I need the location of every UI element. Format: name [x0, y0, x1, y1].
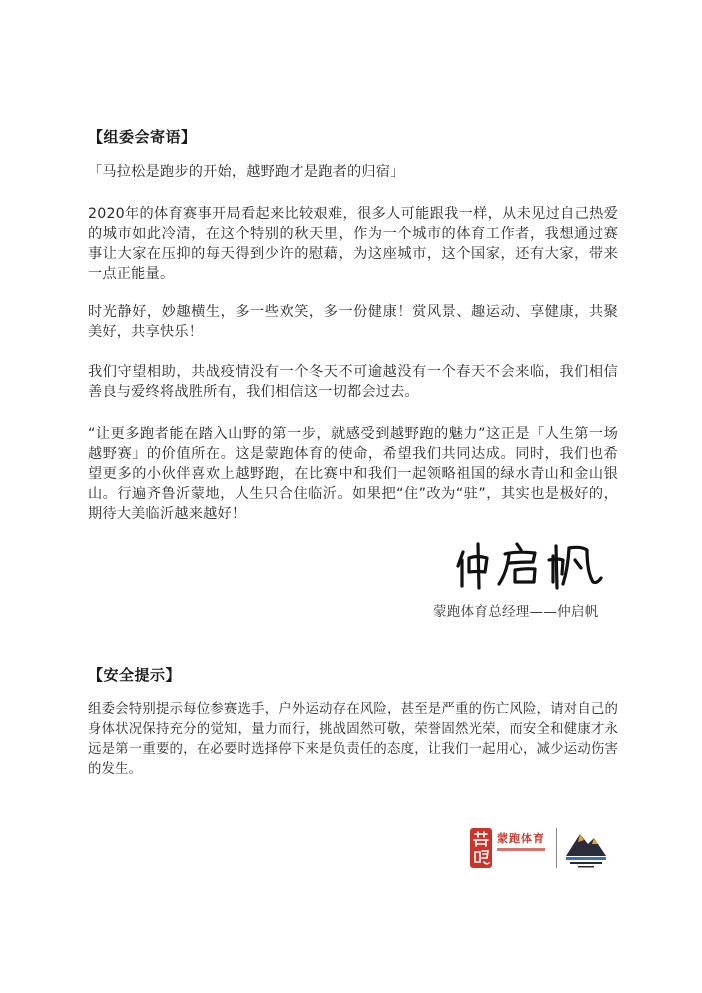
safety-paragraph [88, 700, 618, 780]
brand-underline [497, 848, 545, 851]
paragraph-4 [88, 424, 618, 524]
logo-divider [556, 828, 557, 868]
paragraph-3 [88, 362, 618, 402]
paragraph-3-text: 我们守望相助，共战疫情没有一个冬天不可逾越没有一个春天不会来临，我们相信善良与爱终将战胜所有，我们相信这一切都会过去。 [88, 364, 618, 400]
slogan-quote [88, 162, 618, 182]
brand-name: 蒙跑体育 [497, 832, 545, 845]
committee-heading: 【组委会寄语】 [88, 128, 197, 146]
paragraph-1-text: 2020年的体育赛事开局看起来比较艰难，很多人可能跟我一样，从未见过自己热爱的城市如此冷清，在这个特别的秋天里，作为一个城市的体育工作者，我想通过赛事让大家在压抑的每天得到少许的慰藉，为这座城市，这个国家，还有大家，带来一点正能量。 [88, 206, 618, 282]
paragraph-1 [88, 204, 618, 284]
footer-logos [470, 826, 610, 870]
handwritten-signature [455, 538, 605, 590]
safety-heading: 【安全提示】 [88, 666, 182, 684]
mountain-logo-icon [562, 826, 610, 870]
mengpao-logo [470, 826, 550, 870]
safety-text: 组委会特别提示每位参赛选手，户外运动存在风险，甚至是严重的伤亡风险，请对自己的身体状况保持充分的觉知，量力而行，挑战固然可敬，荣誉固然光荣，而安全和健康才永远是第一重要的，在必要时选择停下来是负责任的态度，让我们一起用心，减少运动伤害的发生。 [88, 702, 618, 777]
quote-text: 「马拉松是跑步的开始，越野跑才是跑者的归宿」 [88, 164, 405, 180]
paragraph-2-text: 时光静好，妙趣横生，多一些欢笑，多一份健康！赏风景、趣运动、享健康，共聚美好，共享快乐！ [88, 304, 618, 340]
seal-icon [470, 828, 492, 868]
paragraph-2 [88, 302, 618, 342]
signature-caption: 蒙跑体育总经理——仲启帆 [433, 604, 599, 620]
paragraph-4-text: “让更多跑者能在踏入山野的第一步，就感受到越野跑的魅力”这正是「人生第一场越野赛」的价值所在。这是蒙跑体育的使命，希望我们共同达成。同时，我们也希望更多的小伙伴喜欢上越野跑，在比赛中和我们一起领略祖国的绿水青山和金山银山。行遍齐鲁沂蒙地，人生只合住临沂。如果把“住”改为“驻”，其实也是极好的，期待大美临沂越来越好！ [88, 426, 618, 522]
